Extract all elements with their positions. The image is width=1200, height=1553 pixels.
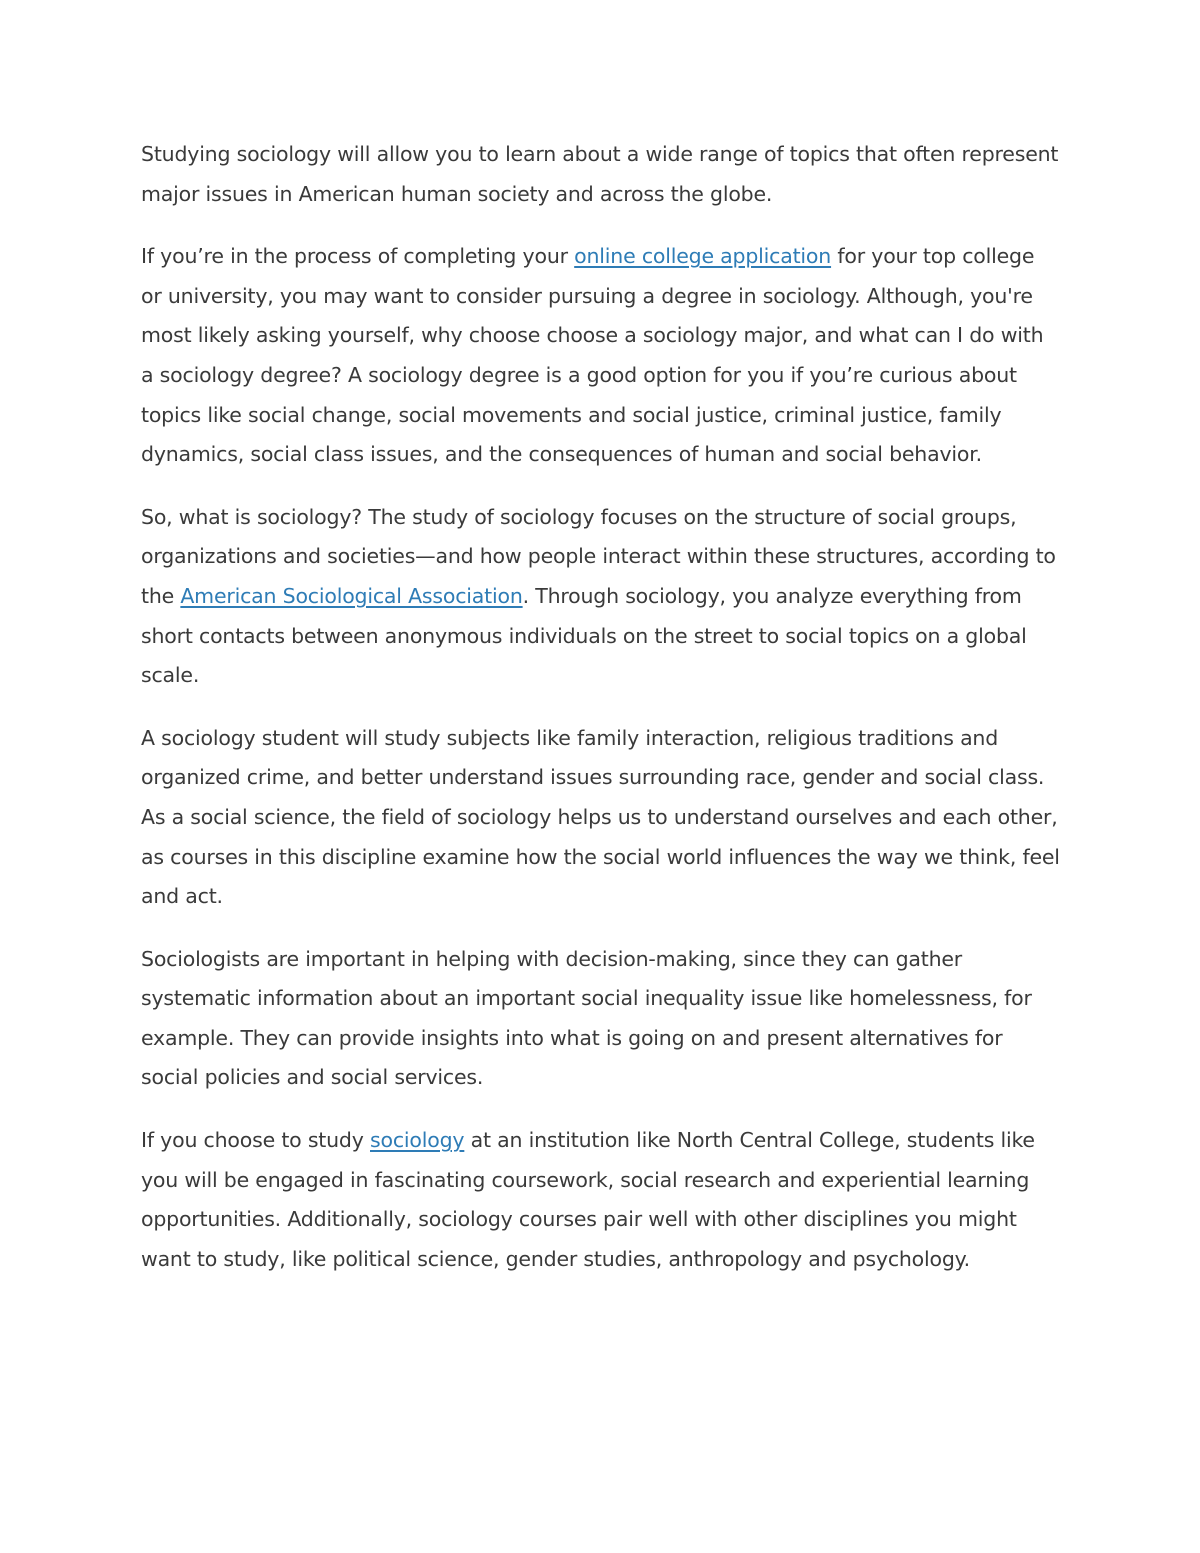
online-college-application-link[interactable]: online college application xyxy=(574,244,832,269)
paragraph-what-is-sociology xyxy=(141,498,1061,696)
paragraph-application xyxy=(141,237,1061,475)
american-sociological-association-link[interactable]: American Sociological Association xyxy=(180,583,523,608)
paragraph-text: If you’re in the process of completing your xyxy=(141,244,575,269)
paragraph-sociologists-importance: Sociologists are important in helping with decision-making, since they can gather systematic information about an important social inequality issue like homelessness, for example. They can provide insights into what is going on and present alternatives for social policies and social services. xyxy=(141,946,1032,1090)
paragraph-text: So, what is sociology? The study of sociology focuses on the structure of social groups, organizations and societies—and how people interact within these structures, according to the xyxy=(141,504,1056,608)
paragraph-text: If you choose to study xyxy=(141,1128,370,1153)
paragraph-north-central xyxy=(141,1121,1061,1279)
sociology-link[interactable]: sociology xyxy=(370,1128,465,1153)
paragraph-intro: Studying sociology will allow you to learn about a wide range of topics that often represent major issues in American human society and across the globe. xyxy=(141,142,1059,206)
paragraph-text: for your top college or university, you may want to consider pursuing a degree in sociology. Although, you're most likely asking yourself, why choose choose a sociology major, and what can I do with a sociology degree? A sociology degree is a good option for you if you’re curious about topics like social change, social movements and social justice, criminal justice, family dynamics, social class issues, and the consequences of human and social behavior. xyxy=(141,244,1044,467)
paragraph-student-subjects: A sociology student will study subjects like family interaction, religious traditions and organized crime, and better understand issues surrounding race, gender and social class. As a social science, the field of sociology helps us to understand ourselves and each other, as courses in this discipline examine how the social world influences the way we think, feel and act. xyxy=(141,725,1060,909)
paragraph-text: at an institution like North Central College, students like you will be engaged in fascinating coursework, social research and experiential learning opportunities. Additionally, sociology courses pair well with other disciplines you might want to study, like political science, gender studies, anthropology and psychology. xyxy=(141,1128,1035,1271)
paragraph-text: . Through sociology, you analyze everything from short contacts between anonymous individuals on the street to social topics on a global scale. xyxy=(141,583,1027,688)
document-body xyxy=(141,135,1061,1302)
